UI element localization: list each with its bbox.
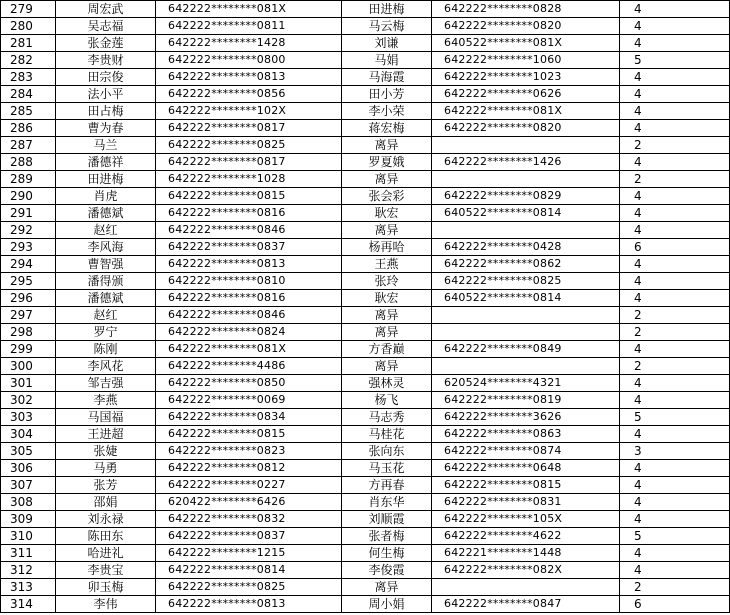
head-name-cell: 卯玉梅	[56, 579, 156, 596]
table-row	[1, 358, 730, 375]
head-name-cell: 陈刚	[56, 341, 156, 358]
spouse-id-number-cell: 642222********0829	[432, 188, 620, 205]
table-row	[1, 307, 730, 324]
head-id-number-cell: 642222********0837	[156, 528, 342, 545]
row-number-cell: 314	[1, 596, 56, 613]
spouse-name-cell: 离异	[342, 324, 432, 341]
head-id-number-cell: 642222********0816	[156, 205, 342, 222]
row-number-cell: 307	[1, 477, 56, 494]
spouse-name-cell: 何生梅	[342, 545, 432, 562]
head-id-number-cell: 642222********1215	[156, 545, 342, 562]
household-size-cell: 5	[620, 52, 730, 69]
table-row	[1, 545, 730, 562]
row-number-cell: 300	[1, 358, 56, 375]
row-number-cell: 296	[1, 290, 56, 307]
head-id-number-cell: 642222********0850	[156, 375, 342, 392]
table-row	[1, 511, 730, 528]
table-body	[1, 1, 730, 613]
household-size-cell: 4	[620, 256, 730, 273]
spouse-id-number-cell	[432, 222, 620, 239]
spouse-name-cell: 张会彩	[342, 188, 432, 205]
table-row	[1, 579, 730, 596]
row-number-cell: 297	[1, 307, 56, 324]
household-size-cell: 4	[620, 273, 730, 290]
row-number-cell: 295	[1, 273, 56, 290]
spouse-id-number-cell: 642222********0863	[432, 426, 620, 443]
row-number-cell: 313	[1, 579, 56, 596]
spouse-id-number-cell: 642222********0862	[432, 256, 620, 273]
head-name-cell: 周宏武	[56, 1, 156, 18]
spouse-id-number-cell: 642222********0815	[432, 477, 620, 494]
row-number-cell: 287	[1, 137, 56, 154]
spouse-id-number-cell	[432, 579, 620, 596]
head-name-cell: 陈田东	[56, 528, 156, 545]
spouse-id-number-cell: 642222********0819	[432, 392, 620, 409]
head-name-cell: 潘得颁	[56, 273, 156, 290]
table-row	[1, 443, 730, 460]
head-id-number-cell: 642222********0816	[156, 290, 342, 307]
spouse-id-number-cell: 642222********0626	[432, 86, 620, 103]
row-number-cell: 290	[1, 188, 56, 205]
spouse-name-cell: 强林灵	[342, 375, 432, 392]
head-name-cell: 赵红	[56, 222, 156, 239]
head-name-cell: 田宗俊	[56, 69, 156, 86]
head-name-cell: 李风海	[56, 239, 156, 256]
table-row	[1, 188, 730, 205]
spouse-name-cell: 杨再哈	[342, 239, 432, 256]
row-number-cell: 293	[1, 239, 56, 256]
table-row	[1, 528, 730, 545]
household-size-cell: 5	[620, 409, 730, 426]
head-id-number-cell: 642222********0812	[156, 460, 342, 477]
row-number-cell: 308	[1, 494, 56, 511]
household-size-cell: 4	[620, 120, 730, 137]
household-size-cell: 2	[620, 171, 730, 188]
spouse-name-cell: 离异	[342, 137, 432, 154]
spouse-name-cell: 马玉花	[342, 460, 432, 477]
head-id-number-cell: 642222********0817	[156, 154, 342, 171]
head-name-cell: 吴志福	[56, 18, 156, 35]
head-name-cell: 邹吉强	[56, 375, 156, 392]
household-size-cell: 4	[620, 545, 730, 562]
row-number-cell: 291	[1, 205, 56, 222]
household-size-cell: 4	[620, 511, 730, 528]
row-number-cell: 283	[1, 69, 56, 86]
spouse-name-cell: 田小芳	[342, 86, 432, 103]
head-name-cell: 李贵宝	[56, 562, 156, 579]
head-id-number-cell: 642222********0813	[156, 596, 342, 613]
head-name-cell: 田进梅	[56, 171, 156, 188]
spouse-name-cell: 马志秀	[342, 409, 432, 426]
head-id-number-cell: 642222********0813	[156, 69, 342, 86]
household-size-cell: 4	[620, 69, 730, 86]
spouse-id-number-cell: 642222********0648	[432, 460, 620, 477]
head-id-number-cell: 642222********0846	[156, 307, 342, 324]
head-id-number-cell: 642222********1028	[156, 171, 342, 188]
head-id-number-cell: 642222********0832	[156, 511, 342, 528]
row-number-cell: 305	[1, 443, 56, 460]
household-size-cell: 4	[620, 86, 730, 103]
spouse-id-number-cell	[432, 324, 620, 341]
head-id-number-cell: 642222********0813	[156, 256, 342, 273]
spouse-id-number-cell: 642222********082X	[432, 562, 620, 579]
household-size-cell: 4	[620, 290, 730, 307]
table-row	[1, 120, 730, 137]
head-name-cell: 邵娟	[56, 494, 156, 511]
household-size-cell: 2	[620, 324, 730, 341]
spouse-name-cell: 离异	[342, 171, 432, 188]
household-size-cell: 4	[620, 103, 730, 120]
head-id-number-cell: 642222********0810	[156, 273, 342, 290]
spouse-id-number-cell: 640522********0814	[432, 205, 620, 222]
household-size-cell: 4	[620, 154, 730, 171]
household-size-cell: 4	[620, 1, 730, 18]
household-size-cell: 4	[620, 188, 730, 205]
spouse-name-cell: 马云梅	[342, 18, 432, 35]
head-name-cell: 赵红	[56, 307, 156, 324]
spouse-id-number-cell: 642222********4622	[432, 528, 620, 545]
head-name-cell: 李风花	[56, 358, 156, 375]
spouse-id-number-cell: 642222********0828	[432, 1, 620, 18]
spouse-name-cell: 罗夏娥	[342, 154, 432, 171]
household-size-cell: 4	[620, 18, 730, 35]
head-name-cell: 潘德斌	[56, 290, 156, 307]
household-size-cell: 5	[620, 528, 730, 545]
table-row	[1, 341, 730, 358]
table-row	[1, 205, 730, 222]
household-size-cell: 4	[620, 35, 730, 52]
row-number-cell: 286	[1, 120, 56, 137]
household-size-cell: 4	[620, 222, 730, 239]
row-number-cell: 294	[1, 256, 56, 273]
head-id-number-cell: 642222********081X	[156, 1, 342, 18]
head-id-number-cell: 642222********081X	[156, 341, 342, 358]
spouse-name-cell: 马桂花	[342, 426, 432, 443]
table-row	[1, 273, 730, 290]
head-id-number-cell: 642222********0825	[156, 137, 342, 154]
spouse-name-cell: 杨飞	[342, 392, 432, 409]
head-name-cell: 马勇	[56, 460, 156, 477]
row-number-cell: 306	[1, 460, 56, 477]
spouse-id-number-cell: 642222********1426	[432, 154, 620, 171]
spouse-id-number-cell: 640522********081X	[432, 35, 620, 52]
spouse-name-cell: 离异	[342, 579, 432, 596]
head-id-number-cell: 642222********0069	[156, 392, 342, 409]
row-number-cell: 312	[1, 562, 56, 579]
head-name-cell: 马国福	[56, 409, 156, 426]
row-number-cell: 288	[1, 154, 56, 171]
spouse-id-number-cell: 642222********0847	[432, 596, 620, 613]
head-id-number-cell: 642222********0815	[156, 426, 342, 443]
head-id-number-cell: 642222********0837	[156, 239, 342, 256]
spouse-name-cell: 李小荣	[342, 103, 432, 120]
head-name-cell: 李伟	[56, 596, 156, 613]
row-number-cell: 309	[1, 511, 56, 528]
table-row	[1, 35, 730, 52]
row-number-cell: 311	[1, 545, 56, 562]
head-name-cell: 马兰	[56, 137, 156, 154]
household-size-cell: 4	[620, 375, 730, 392]
row-number-cell: 292	[1, 222, 56, 239]
spouse-id-number-cell: 642222********1060	[432, 52, 620, 69]
household-size-cell: 4	[620, 562, 730, 579]
head-id-number-cell: 642222********0817	[156, 120, 342, 137]
spouse-name-cell: 耿宏	[342, 290, 432, 307]
row-number-cell: 298	[1, 324, 56, 341]
spouse-id-number-cell	[432, 137, 620, 154]
table-row	[1, 86, 730, 103]
row-number-cell: 280	[1, 18, 56, 35]
head-id-number-cell: 642222********0815	[156, 188, 342, 205]
head-id-number-cell: 642222********0800	[156, 52, 342, 69]
head-id-number-cell: 642222********1428	[156, 35, 342, 52]
head-id-number-cell: 642222********0834	[156, 409, 342, 426]
head-id-number-cell: 642222********0814	[156, 562, 342, 579]
spouse-id-number-cell: 642222********0820	[432, 18, 620, 35]
spouse-id-number-cell: 642222********3626	[432, 409, 620, 426]
spouse-name-cell: 离异	[342, 222, 432, 239]
spouse-id-number-cell: 642222********1023	[432, 69, 620, 86]
spouse-name-cell: 耿宏	[342, 205, 432, 222]
household-size-cell: 6	[620, 596, 730, 613]
spouse-id-number-cell: 642222********0825	[432, 273, 620, 290]
spouse-name-cell: 方香巅	[342, 341, 432, 358]
head-id-number-cell: 620422********6426	[156, 494, 342, 511]
household-size-cell: 2	[620, 579, 730, 596]
household-size-cell: 4	[620, 205, 730, 222]
table-row	[1, 52, 730, 69]
spouse-name-cell: 马海霞	[342, 69, 432, 86]
spouse-name-cell: 王燕	[342, 256, 432, 273]
head-name-cell: 张婕	[56, 443, 156, 460]
table-row	[1, 18, 730, 35]
table-row	[1, 477, 730, 494]
spouse-name-cell: 刘顺霞	[342, 511, 432, 528]
head-name-cell: 田占梅	[56, 103, 156, 120]
head-name-cell: 曹为春	[56, 120, 156, 137]
head-name-cell: 王进超	[56, 426, 156, 443]
row-number-cell: 304	[1, 426, 56, 443]
spouse-name-cell: 方再春	[342, 477, 432, 494]
spouse-name-cell: 离异	[342, 358, 432, 375]
head-name-cell: 哈进礼	[56, 545, 156, 562]
spouse-id-number-cell: 642222********0874	[432, 443, 620, 460]
head-name-cell: 法小平	[56, 86, 156, 103]
row-number-cell: 281	[1, 35, 56, 52]
head-id-number-cell: 642222********0227	[156, 477, 342, 494]
table-row	[1, 69, 730, 86]
household-size-cell: 2	[620, 137, 730, 154]
head-name-cell: 李贵财	[56, 52, 156, 69]
row-number-cell: 301	[1, 375, 56, 392]
table-row	[1, 596, 730, 613]
household-size-cell: 4	[620, 341, 730, 358]
household-size-cell: 4	[620, 477, 730, 494]
spouse-id-number-cell: 642222********105X	[432, 511, 620, 528]
row-number-cell: 303	[1, 409, 56, 426]
table-row	[1, 290, 730, 307]
row-number-cell: 289	[1, 171, 56, 188]
spouse-id-number-cell: 642222********081X	[432, 103, 620, 120]
head-name-cell: 肖虎	[56, 188, 156, 205]
spouse-name-cell: 刘谦	[342, 35, 432, 52]
row-number-cell: 299	[1, 341, 56, 358]
spouse-name-cell: 肖东华	[342, 494, 432, 511]
household-size-cell: 6	[620, 239, 730, 256]
head-id-number-cell: 642222********0846	[156, 222, 342, 239]
household-size-cell: 2	[620, 358, 730, 375]
head-name-cell: 曹智强	[56, 256, 156, 273]
spouse-id-number-cell	[432, 171, 620, 188]
household-size-cell: 4	[620, 460, 730, 477]
head-id-number-cell: 642222********102X	[156, 103, 342, 120]
head-id-number-cell: 642222********4486	[156, 358, 342, 375]
head-name-cell: 张金莲	[56, 35, 156, 52]
household-size-cell: 4	[620, 426, 730, 443]
spouse-name-cell: 田进梅	[342, 1, 432, 18]
row-number-cell: 302	[1, 392, 56, 409]
spouse-id-number-cell: 642222********0820	[432, 120, 620, 137]
household-size-cell: 3	[620, 443, 730, 460]
spouse-id-number-cell: 642221********1448	[432, 545, 620, 562]
table-row	[1, 562, 730, 579]
spouse-name-cell: 李俊霞	[342, 562, 432, 579]
table-row	[1, 460, 730, 477]
table-row	[1, 392, 730, 409]
head-name-cell: 潘德祥	[56, 154, 156, 171]
spouse-id-number-cell: 642222********0849	[432, 341, 620, 358]
head-id-number-cell: 642222********0823	[156, 443, 342, 460]
spouse-id-number-cell	[432, 307, 620, 324]
row-number-cell: 279	[1, 1, 56, 18]
spouse-id-number-cell	[432, 358, 620, 375]
household-size-cell: 4	[620, 392, 730, 409]
table-row	[1, 154, 730, 171]
table-row	[1, 1, 730, 18]
table-row	[1, 239, 730, 256]
row-number-cell: 284	[1, 86, 56, 103]
head-name-cell: 张芳	[56, 477, 156, 494]
table-row	[1, 426, 730, 443]
row-number-cell: 285	[1, 103, 56, 120]
head-id-number-cell: 642222********0811	[156, 18, 342, 35]
spouse-id-number-cell: 642222********0428	[432, 239, 620, 256]
spouse-name-cell: 马娟	[342, 52, 432, 69]
spouse-name-cell: 离异	[342, 307, 432, 324]
household-size-cell: 2	[620, 307, 730, 324]
row-number-cell: 282	[1, 52, 56, 69]
head-id-number-cell: 642222********0825	[156, 579, 342, 596]
spouse-id-number-cell: 620524********4321	[432, 375, 620, 392]
table-row	[1, 256, 730, 273]
spouse-name-cell: 张向东	[342, 443, 432, 460]
head-name-cell: 潘德斌	[56, 205, 156, 222]
table-row	[1, 222, 730, 239]
table-row	[1, 375, 730, 392]
head-id-number-cell: 642222********0856	[156, 86, 342, 103]
table-row	[1, 137, 730, 154]
head-id-number-cell: 642222********0824	[156, 324, 342, 341]
household-size-cell: 4	[620, 494, 730, 511]
spouse-id-number-cell: 640522********0814	[432, 290, 620, 307]
spouse-name-cell: 蒋宏梅	[342, 120, 432, 137]
table-row	[1, 103, 730, 120]
head-name-cell: 罗宁	[56, 324, 156, 341]
spouse-name-cell: 周小娟	[342, 596, 432, 613]
table-row	[1, 171, 730, 188]
table-row	[1, 409, 730, 426]
row-number-cell: 310	[1, 528, 56, 545]
spouse-id-number-cell: 642222********0831	[432, 494, 620, 511]
head-name-cell: 刘永禄	[56, 511, 156, 528]
table-row	[1, 494, 730, 511]
spouse-name-cell: 张玲	[342, 273, 432, 290]
head-name-cell: 李燕	[56, 392, 156, 409]
spouse-name-cell: 张者梅	[342, 528, 432, 545]
table-row	[1, 324, 730, 341]
